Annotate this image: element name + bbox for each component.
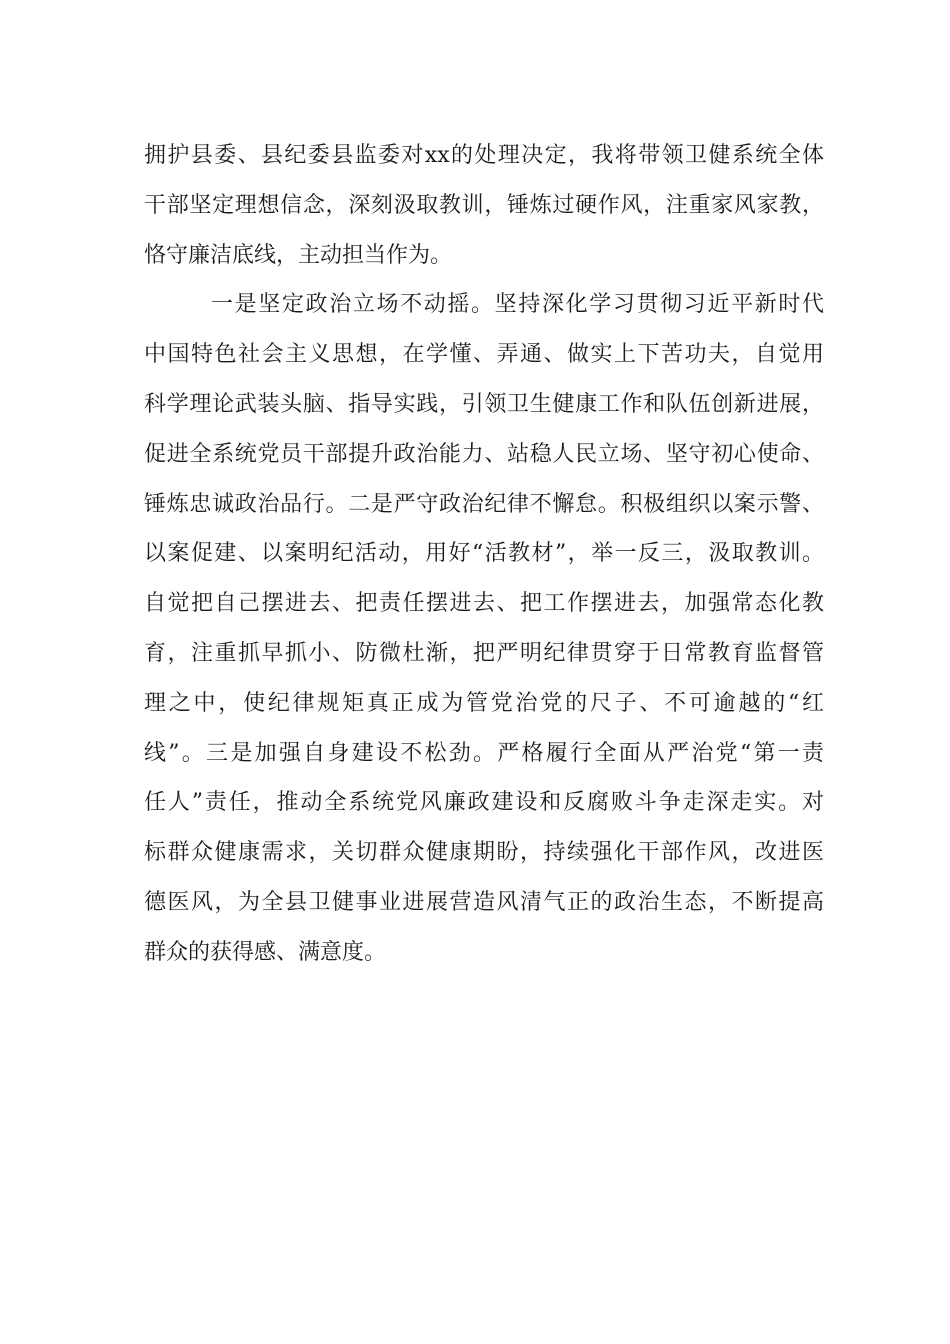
text-line: 恪守廉洁底线，主动担当作为。	[144, 242, 453, 268]
text-line: 群众的获得感、满意度。	[144, 939, 387, 965]
text-line: 以案促建、以案明纪活动，用好“活教材”，举一反三，汲取教训。	[144, 541, 824, 567]
text-line: 线”。三是加强自身建设不松劲。严格履行全面从严治党“第一责	[144, 740, 824, 766]
paragraph-2	[144, 280, 824, 977]
text-line: 中国特色社会主义思想，在学懂、弄通、做实上下苦功夫，自觉用	[144, 342, 824, 368]
text-line: 标群众健康需求，关切群众健康期盼，持续强化干部作风，改进医	[144, 840, 824, 866]
text-line: 促进全系统党员干部提升政治能力、站稳人民立场、坚守初心使命、	[144, 441, 824, 467]
text-line: 任人”责任，推动全系统党风廉政建设和反腐败斗争走深走实。对	[144, 790, 824, 816]
document-body	[144, 131, 824, 978]
text-line: 理之中，使纪律规矩真正成为管党治党的尺子、不可逾越的“红	[144, 690, 824, 716]
text-line: 育，注重抓早抓小、防微杜渐，把严明纪律贯穿于日常教育监督管	[144, 640, 824, 666]
text-line: 锤炼忠诚政治品行。二是严守政治纪律不懈怠。积极组织以案示警、	[144, 491, 824, 517]
text-line: 科学理论武装头脑、指导实践，引领卫生健康工作和队伍创新进展，	[144, 391, 824, 417]
text-line: 拥护县委、县纪委县监委对xx的处理决定，我将带领卫健系统全体	[144, 143, 824, 168]
text-line: 德医风，为全县卫健事业进展营造风清气正的政治生态，不断提高	[144, 889, 824, 915]
text-line: 自觉把自己摆进去、把责任摆进去、把工作摆进去，加强常态化教	[144, 591, 824, 617]
paragraph-1	[144, 131, 824, 280]
text-line: 干部坚定理想信念，深刻汲取教训，锤炼过硬作风，注重家风家教，	[144, 192, 824, 218]
text-line: 一是坚定政治立场不动摇。坚持深化学习贯彻习近平新时代	[211, 292, 824, 318]
